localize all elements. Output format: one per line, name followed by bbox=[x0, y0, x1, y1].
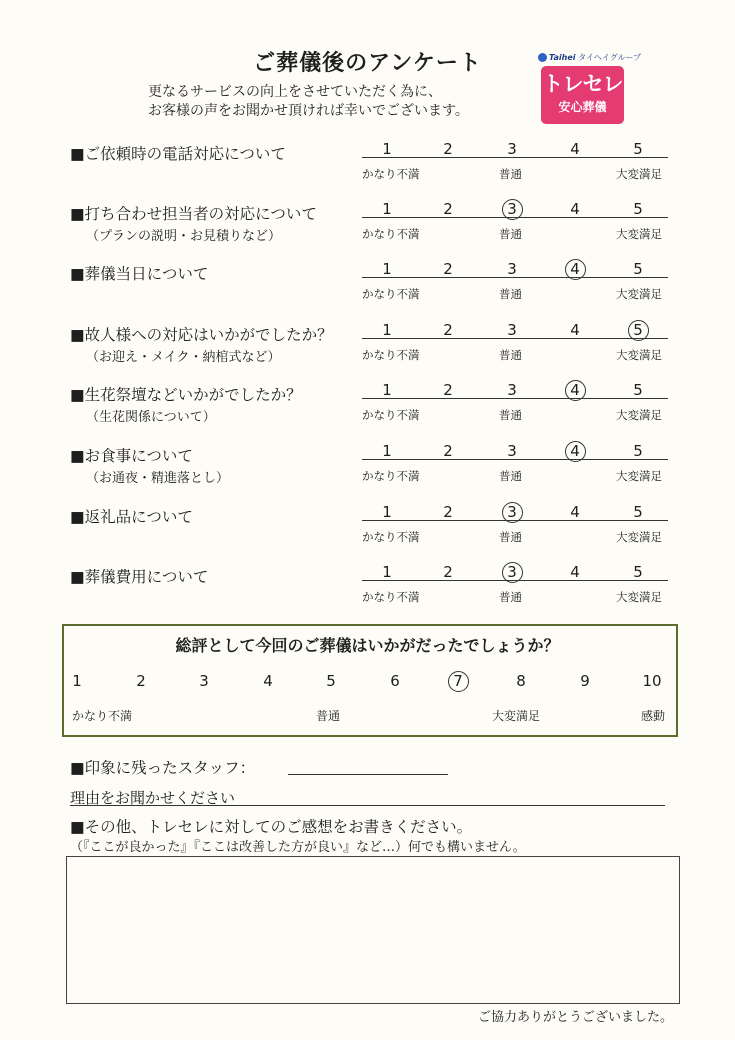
rating-option-1[interactable]: 1 bbox=[382, 260, 392, 278]
rating-option-5[interactable]: 5 bbox=[633, 381, 643, 399]
rating-low-label: かなり不満 bbox=[362, 408, 420, 422]
rating-option-3[interactable]: 3 bbox=[507, 260, 517, 278]
intro-text-line-1: 更なるサービスの向上をさせていただく為に、 bbox=[148, 84, 442, 100]
question-title: ■葬儀当日について bbox=[70, 265, 209, 283]
overall-option-3[interactable]: 3 bbox=[199, 672, 209, 690]
overall-option-5[interactable]: 5 bbox=[326, 672, 336, 690]
rating-option-3[interactable]: 3 bbox=[500, 562, 524, 582]
rating-option-1[interactable]: 1 bbox=[382, 503, 392, 521]
thanks-text: ご協力ありがとうございました。 bbox=[478, 1010, 674, 1025]
rating-option-2[interactable]: 2 bbox=[443, 260, 453, 278]
rating-high-label: 大変満足 bbox=[616, 167, 662, 181]
staff-label: ■印象に残ったスタッフ： bbox=[70, 759, 256, 777]
intro-text-line-2: お客様の声をお聞かせ頂ければ幸いでございます。 bbox=[148, 103, 469, 119]
rating-option-5[interactable]: 5 bbox=[633, 200, 643, 218]
rating-option-4[interactable]: 4 bbox=[570, 321, 580, 339]
rating-option-3[interactable]: 3 bbox=[507, 381, 517, 399]
other-comments-title: ■その他、トレセレに対してのご感想をお書きください。 bbox=[70, 818, 473, 836]
overall-high-label: 大変満足 bbox=[492, 709, 541, 723]
rating-mid-label: 普通 bbox=[499, 469, 522, 483]
rating-option-3[interactable]: 3 bbox=[500, 502, 524, 522]
rating-option-5[interactable]: 5 bbox=[633, 140, 643, 158]
rating-high-label: 大変満足 bbox=[616, 469, 662, 483]
rating-option-1[interactable]: 1 bbox=[382, 140, 392, 158]
rating-option-2[interactable]: 2 bbox=[443, 442, 453, 460]
rating-option-3[interactable]: 3 bbox=[507, 321, 517, 339]
rating-mid-label: 普通 bbox=[499, 287, 522, 301]
overall-top-label: 感動 bbox=[641, 709, 666, 723]
rating-low-label: かなり不満 bbox=[362, 590, 420, 604]
rating-option-4[interactable]: 4 bbox=[570, 503, 580, 521]
brand-logo-sub: 安心葬儀 bbox=[558, 100, 607, 114]
overall-option-7[interactable]: 7 bbox=[444, 671, 472, 691]
question-subtitle: （プランの説明・お見積りなど） bbox=[86, 229, 282, 244]
rating-option-4[interactable]: 4 bbox=[570, 140, 580, 158]
overall-option-10[interactable]: 10 bbox=[642, 672, 662, 690]
rating-option-4[interactable]: 4 bbox=[570, 563, 580, 581]
rating-option-2[interactable]: 2 bbox=[443, 200, 453, 218]
rating-option-3[interactable]: 3 bbox=[500, 199, 524, 219]
rating-option-1[interactable]: 1 bbox=[382, 563, 392, 581]
rating-high-label: 大変満足 bbox=[616, 287, 662, 301]
reason-write-line[interactable] bbox=[70, 805, 665, 806]
group-name: タイヘイグループ bbox=[578, 53, 642, 62]
rating-mid-label: 普通 bbox=[499, 590, 522, 604]
overall-low-label: かなり不満 bbox=[72, 709, 133, 723]
rating-option-2[interactable]: 2 bbox=[443, 563, 453, 581]
brand-logo bbox=[541, 66, 624, 124]
rating-option-1[interactable]: 1 bbox=[382, 321, 392, 339]
rating-option-4[interactable]: 4 bbox=[570, 200, 580, 218]
rating-low-label: かなり不満 bbox=[362, 227, 420, 241]
rating-low-label: かなり不満 bbox=[362, 530, 420, 544]
rating-option-5[interactable]: 5 bbox=[633, 503, 643, 521]
rating-low-label: かなり不満 bbox=[362, 348, 420, 362]
rating-option-4[interactable]: 4 bbox=[563, 380, 587, 400]
rating-high-label: 大変満足 bbox=[616, 530, 662, 544]
overall-option-2[interactable]: 2 bbox=[136, 672, 146, 690]
brand-logo-main: トレセレ bbox=[542, 72, 623, 96]
question-title: ■返礼品について bbox=[70, 508, 193, 526]
question-subtitle: （生花関係について） bbox=[86, 410, 216, 425]
rating-option-1[interactable]: 1 bbox=[382, 442, 392, 460]
rating-mid-label: 普通 bbox=[499, 408, 522, 422]
rating-option-2[interactable]: 2 bbox=[443, 503, 453, 521]
group-brand: Taihei bbox=[549, 53, 576, 62]
question-title: ■生花祭壇などいかがでしたか？ bbox=[70, 386, 302, 404]
rating-option-2[interactable]: 2 bbox=[443, 140, 453, 158]
rating-mid-label: 普通 bbox=[499, 530, 522, 544]
question-title: ■故人様への対応はいかがでしたか？ bbox=[70, 326, 333, 344]
question-title: ■打ち合わせ担当者の対応について bbox=[70, 205, 317, 223]
rating-option-5[interactable]: 5 bbox=[633, 260, 643, 278]
rating-option-3[interactable]: 3 bbox=[507, 140, 517, 158]
survey-title: ご葬儀後のアンケート bbox=[253, 51, 482, 76]
rating-mid-label: 普通 bbox=[499, 167, 522, 181]
overall-option-6[interactable]: 6 bbox=[390, 672, 400, 690]
question-title: ■葬儀費用について bbox=[70, 568, 209, 586]
overall-option-1[interactable]: 1 bbox=[72, 672, 82, 690]
rating-option-3[interactable]: 3 bbox=[507, 442, 517, 460]
comment-box[interactable] bbox=[66, 856, 680, 1004]
overall-question: 総評として今回のご葬儀はいかがだったでしょうか？ bbox=[175, 636, 560, 655]
overall-mid-label: 普通 bbox=[316, 709, 341, 723]
rating-high-label: 大変満足 bbox=[616, 590, 662, 604]
rating-option-1[interactable]: 1 bbox=[382, 381, 392, 399]
question-title: ■ご依頼時の電話対応について bbox=[70, 145, 286, 163]
rating-low-label: かなり不満 bbox=[362, 469, 420, 483]
rating-option-4[interactable]: 4 bbox=[563, 441, 587, 461]
overall-option-9[interactable]: 9 bbox=[580, 672, 590, 690]
rating-option-5[interactable]: 5 bbox=[626, 320, 650, 340]
rating-high-label: 大変満足 bbox=[616, 408, 662, 422]
rating-option-2[interactable]: 2 bbox=[443, 321, 453, 339]
taihei-mark-icon bbox=[538, 53, 547, 62]
rating-mid-label: 普通 bbox=[499, 227, 522, 241]
rating-mid-label: 普通 bbox=[499, 348, 522, 362]
rating-option-1[interactable]: 1 bbox=[382, 200, 392, 218]
question-subtitle: （お通夜・精進落とし） bbox=[86, 471, 230, 486]
rating-high-label: 大変満足 bbox=[616, 348, 662, 362]
rating-option-4[interactable]: 4 bbox=[563, 259, 587, 279]
overall-option-8[interactable]: 8 bbox=[516, 672, 526, 690]
question-subtitle: （お迎え・メイク・納棺式など） bbox=[86, 350, 281, 365]
reason-label: 理由をお聞かせください bbox=[70, 789, 236, 807]
group-logo bbox=[538, 52, 642, 66]
staff-write-line[interactable] bbox=[288, 774, 448, 775]
question-title: ■お食事について bbox=[70, 447, 193, 465]
rating-option-5[interactable]: 5 bbox=[633, 563, 643, 581]
rating-option-5[interactable]: 5 bbox=[633, 442, 643, 460]
rating-low-label: かなり不満 bbox=[362, 167, 420, 181]
rating-option-2[interactable]: 2 bbox=[443, 381, 453, 399]
other-comments-note: （『ここが良かった』『ここは改善した方が良い』など…）何でも構いません。 bbox=[70, 840, 526, 855]
rating-low-label: かなり不満 bbox=[362, 287, 420, 301]
overall-option-4[interactable]: 4 bbox=[263, 672, 273, 690]
rating-high-label: 大変満足 bbox=[616, 227, 662, 241]
